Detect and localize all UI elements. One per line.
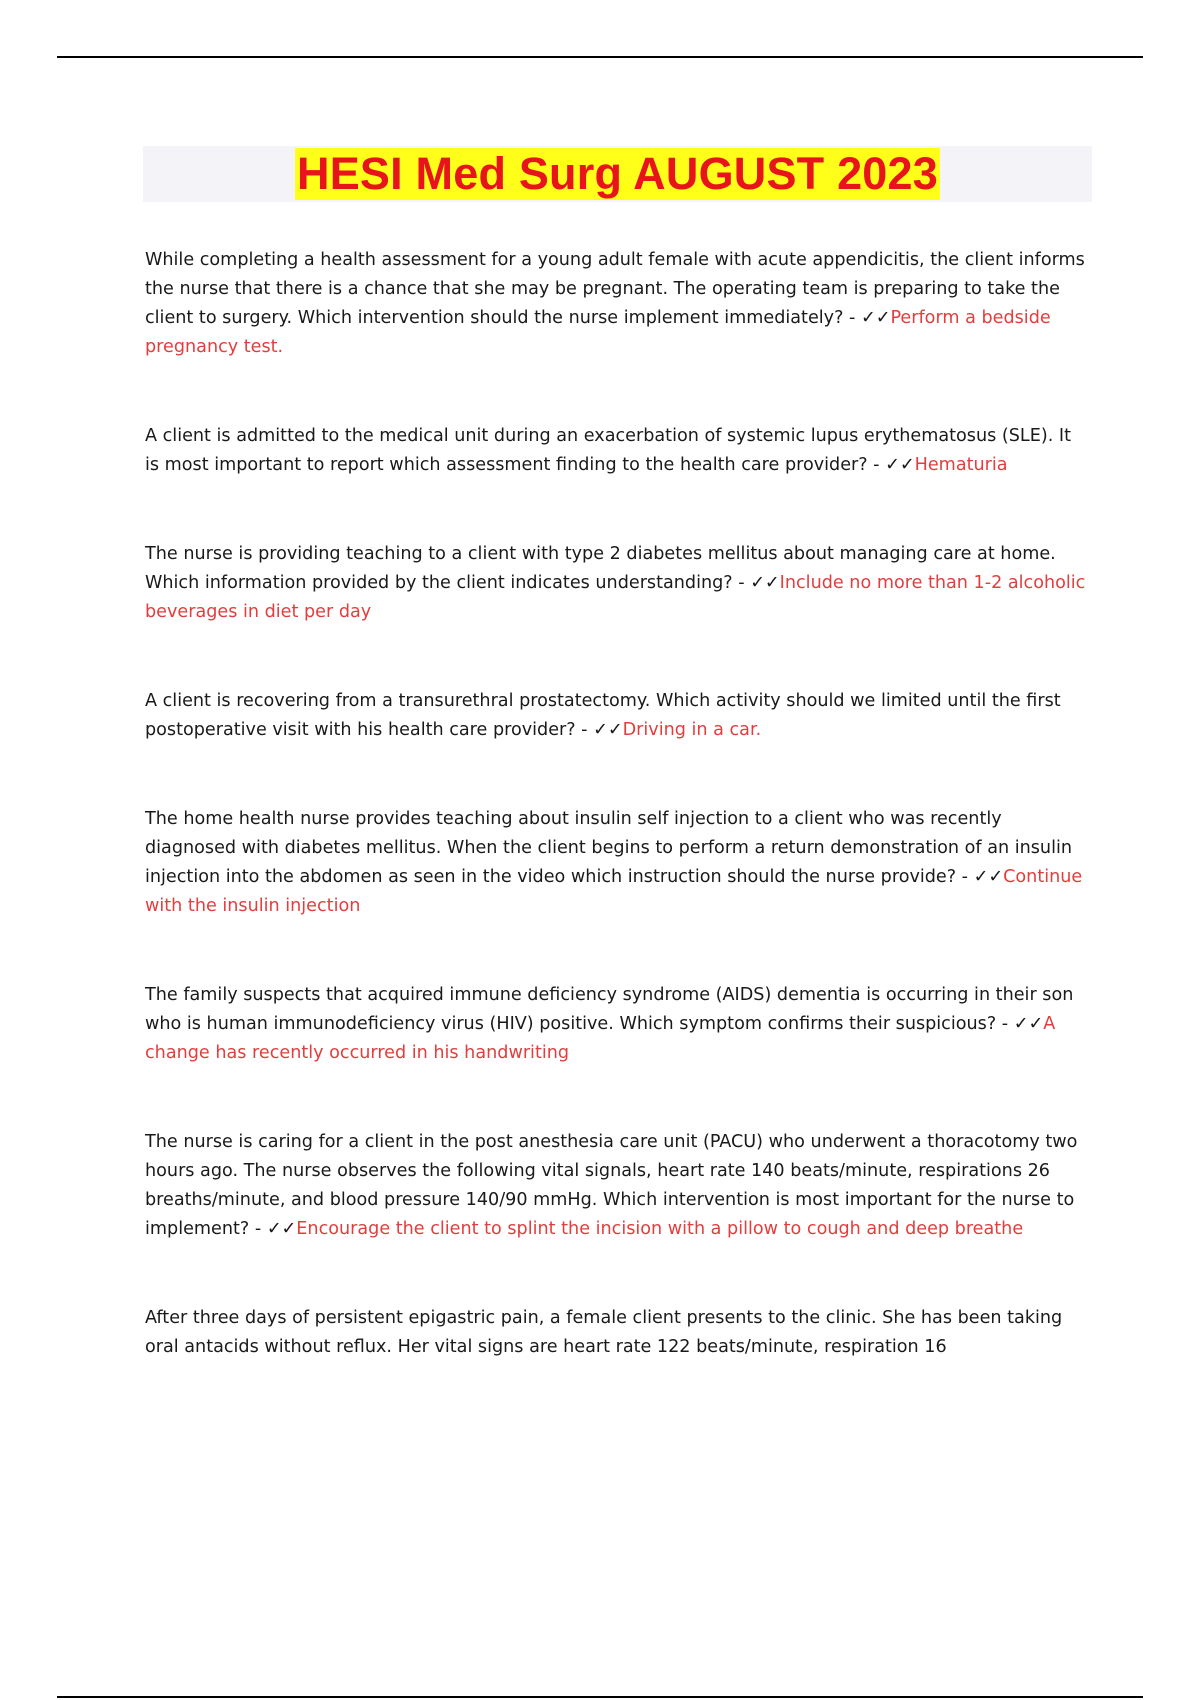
- document-title: HESI Med Surg AUGUST 2023: [297, 148, 938, 199]
- qa-item: [145, 805, 1090, 921]
- title-band: [143, 146, 1092, 202]
- checkmark-icon: ✓✓: [1013, 1014, 1044, 1034]
- answer-text: Hematuria: [914, 455, 1008, 475]
- separator: -: [843, 308, 861, 328]
- separator: -: [732, 573, 751, 593]
- qa-item: [145, 422, 1090, 480]
- checkmark-icon: ✓✓: [266, 1219, 297, 1239]
- top-rule: [57, 56, 1143, 58]
- answer-text: Perform a bedside pregnancy test.: [145, 308, 1051, 357]
- answer-text: Continue with the insulin injection: [145, 867, 1083, 916]
- qa-item: [145, 981, 1090, 1068]
- separator: -: [956, 867, 974, 887]
- qa-item: [145, 540, 1090, 627]
- question-text: A client is recovering from a transurethral prostatectomy. Which activity should we limited until the first postoperative visit with his health care provider?: [145, 691, 1061, 740]
- checkmark-icon: ✓✓: [750, 573, 780, 593]
- question-text: The family suspects that acquired immune deficiency syndrome (AIDS) dementia is occurring in their son who is human immunodeficiency virus (HIV) positive. Which symptom confirms their suspicious?: [145, 985, 1074, 1034]
- qa-list: [145, 246, 1090, 1362]
- question-text: A client is admitted to the medical unit during an exacerbation of systemic lupus erythematosus (SLE). It is most important to report which assessment finding to the health care provider?: [145, 426, 1071, 475]
- qa-item: [145, 246, 1090, 362]
- checkmark-icon: ✓✓: [860, 308, 891, 328]
- question-text: After three days of persistent epigastric pain, a female client presents to the clinic. She has been taking oral antacids without reflux. Her vital signs are heart rate 122 beats/minute, respiration 16: [145, 1308, 1063, 1357]
- answer-text: Driving in a car.: [622, 720, 762, 740]
- checkmark-icon: ✓✓: [885, 455, 915, 475]
- separator: -: [575, 720, 594, 740]
- question-text: The nurse is providing teaching to a client with type 2 diabetes mellitus about managing care at home. Which information provided by the client indicates understanding?: [145, 544, 1056, 593]
- qa-item: [145, 1128, 1090, 1244]
- question-text: The home health nurse provides teaching about insulin self injection to a client who was recently diagnosed with diabetes mellitus. When the client begins to perform a return demonstration of an insulin injection into the abdomen as seen in the video which instruction should the nurse provide?: [145, 809, 1073, 887]
- answer-text: Encourage the client to splint the incision with a pillow to cough and deep breathe: [296, 1219, 1024, 1239]
- qa-item: [145, 1304, 1090, 1362]
- checkmark-icon: ✓✓: [973, 867, 1004, 887]
- question-text: While completing a health assessment for a young adult female with acute appendicitis, the client informs the nurse that there is a chance that she may be pregnant. The operating team is preparing to take the client to surgery. Which intervention should the nurse implement immediately?: [145, 250, 1085, 328]
- separator: -: [867, 455, 886, 475]
- checkmark-icon: ✓✓: [593, 720, 623, 740]
- answer-text: Include no more than 1-2 alcoholic beverages in diet per day: [145, 573, 1086, 622]
- bottom-rule: [57, 1696, 1143, 1698]
- qa-item: [145, 687, 1090, 745]
- separator: -: [249, 1219, 267, 1239]
- separator: -: [996, 1014, 1014, 1034]
- question-text: The nurse is caring for a client in the post anesthesia care unit (PACU) who underwent a thoracotomy two hours ago. The nurse observes the following vital signals, heart rate 140 beats/minute, respirations 26 breaths/minute, and blood pressure 140/90 mmHg. Which intervention is most important for the nurse to implement?: [145, 1132, 1078, 1239]
- answer-text: A change has recently occurred in his handwriting: [145, 1014, 1056, 1063]
